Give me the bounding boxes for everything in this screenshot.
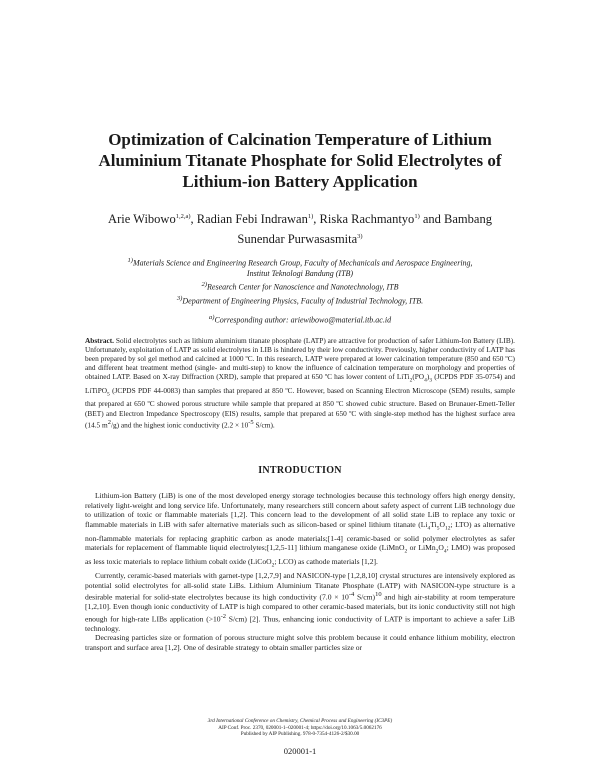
footer-citation: AIP Conf. Proc. 2370, 020001-1–020001-4; https://doi.org/10.1063/5.0062176 [218,724,382,731]
subscript: 4 [443,548,447,555]
affiliation-1-line-1: Materials Science and Engineering Research Group, Faculty of Mechanicals and Aerospace Engineering, [133,258,473,268]
corresponding-marker: a) [208,314,215,321]
author-1: Arie Wibowo [108,212,176,227]
corresponding-author [80,313,520,326]
abstract [85,336,515,429]
abstract-sub: 5 [107,391,110,398]
abstract-text: ) [426,372,430,382]
author-4-affil: 3) [357,233,363,241]
page-number: 020001-1 [283,746,317,756]
author-3-affil: 1) [414,213,420,220]
subscript: 5 [436,525,440,532]
author-1-affil: 1,2,a) [175,213,191,220]
subscript: 4 [427,525,431,532]
abstract-text: (PO [412,372,425,382]
author-3: , Riska Rachmantyo [313,212,415,227]
introduction-body [85,491,515,652]
section-heading-introduction: INTRODUCTION [258,465,342,476]
abstract-text: /g) and the highest ionic conductivity (2.2 × 10 [110,420,249,430]
superscript: 10 [375,591,382,599]
superscript: -4 [348,591,355,599]
corresponding-email: Corresponding author: ariewibowo@material.itb.ac.id [214,315,392,325]
affiliation-2: Research Center for Nanoscience and Nanotechnology, ITB [207,282,399,292]
text-run: ; LTO) as alternative non-flammable materials for replacing graphitic carbon as anode materials;[1-4] ceramic-based or solid polymer electrolytes as safer materials for replacement of flammable liquid electrolytes;[1,2,5-11] lithium manganese oxide (LiMnO [85,519,516,553]
paragraph-1 [85,491,515,571]
footer-conference: 3rd International Conference on Chemistry, Chemical Process and Engineering (IC3PE) [207,718,393,724]
paragraph-2 [85,571,515,633]
affiliation-2-marker: 2) [201,281,208,289]
affiliation-1-line-2: Institut Teknologi Bandung (ITB) [246,269,354,279]
abstract-sub: 2 [409,377,413,384]
author-4-part-1: and Bambang [419,212,492,227]
title-line-3: Lithium-ion Battery Application [182,172,418,191]
text-run: O [439,519,445,529]
affiliations [80,256,520,307]
text-run: S/cm) [354,592,376,602]
paper-title [40,129,560,192]
text-run: or LiMn [407,543,436,553]
affiliation-3-marker: 3) [176,294,183,302]
superscript: -2 [220,612,227,620]
title-line-1: Optimization of Calcination Temperature of Lithium [108,130,492,149]
text-run: ; LMO) was proposed as less toxic materials to replace lithium cobalt oxide (LiCoO [85,543,516,567]
abstract-sub: 3 [429,377,433,384]
footer-publisher: Published by AIP Publishing. 978-0-7354-4126-2/$30.00 [240,731,360,738]
text-run: O [438,543,444,553]
abstract-text: S/cm). [253,420,275,430]
subscript: 2 [435,548,439,555]
abstract-text: (JCPDS PDF 35-0754) and LiTiPO [85,372,516,395]
title-line-2: Aluminium Titanate Phosphate for Solid Electrolytes of [98,151,502,170]
author-2-affil: 1) [307,213,314,220]
text-run: S/cm) [2]. Thus, enhancing ionic conductivity of LATP is important to achieve a safer LiB technology. [85,614,515,633]
text-run: Ti [430,519,437,529]
abstract-sup: 2 [107,418,111,426]
abstract-text: (JCPDS PDF 44-0083) than samples that prepared at 850 ºC. However, based on Scanning Electron Microscope (SEM) results, sample that prepared at 650 ºC showed porous structure while sample that prepared at 850 ºC showed cubic structure. Based on Brunauer-Emett-Teller (BET) and Electron Impedance Spectroscopy (EIS) results, sample that prepared at 650 ºC with single-step method has the highest surface area (14.5 m [85,385,515,430]
author-list [40,208,560,248]
text-run: and high air-stability at room temperature [1,2,10]. Even though ionic conductivity of LATP is high compared to other ceramic-based materials, but its ionic conductivity still not high enough for high-rate LIBs application (>10 [85,592,515,624]
subscript: 2 [404,548,408,555]
abstract-text: Solid electrolytes such as lithium aluminium titanate phosphate (LATP) are attractive for production of safer Lithium-Ion Battery (LIB). Unfortunately, exploitation of LATP as solid electrolytes in LIB is hindered by their low conductivity. Previously, higher conductivity of LATP has been prepared by sol gel method and calcined at 1000 ºC. In this research, LATP were prepared at lower calcination temperature (850 and 650 ºC) and different heat treatment method (single- and multi-step) to know the influence of calcination temperature on morphology and properties of obtained LATP. Based on X-ray Diffraction (XRD), sample that prepared at 650 ºC has lower content of LiTi [85,336,515,382]
abstract-sub: 4 [424,377,427,384]
subscript: 2 [271,562,275,569]
affiliation-3: Department of Engineering Physics, Faculty of Industrial Technology, ITB. [182,296,424,306]
abstract-sup: -5 [248,418,254,426]
text-run: ; LCO) as cathode materials [1,2]. [274,557,378,567]
author-4-part-2: Sunendar Purwasasmita [237,232,358,247]
page-footer [80,718,520,738]
text-run: Lithium-ion Battery (LiB) is one of the most developed energy storage technologies because this technology offers high energy density, relatively light-weight and long service life. Unfortunately, many researchers still concern about safety aspect of current LiB technology due to utilization of toxic or flammable materials [1,2]. This concern lead to the development of all solid state LiB to replace any toxic or flammable materials in LiB with safer alternative materials such as silicon-based or spinel lithium titanate (Li [85,491,515,529]
text-run: Currently, ceramic-based materials with garnet-type [1,2,7,9] and NASICON-type [1,2,8,10] crystal structures are intensively explored as potential solid electrolytes for all-solid state LiBs. Lithium Aluminium Titanate Phosphate (LATP) with NASICON-type structure is a desirable material for solid-state electrolytes because its high conductivity (7.0 × 10 [85,571,515,602]
abstract-label: Abstract. [85,336,114,345]
affiliation-1-marker: 1) [127,257,133,264]
paragraph-3: Decreasing particles size or formation of porous structure might solve this problem because it could enhance lithium mobility, electron transport and surface area [1,2]. One of desirable strategy to obtain smaller particles size or [85,633,515,652]
author-2: , Radian Febi Indrawan [190,212,308,227]
subscript: 12 [444,525,451,532]
